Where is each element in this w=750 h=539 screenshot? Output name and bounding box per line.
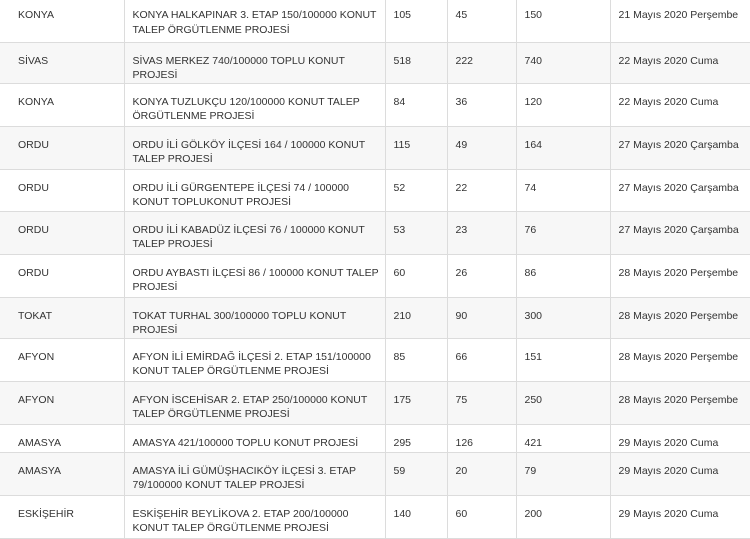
date-cell: 27 Mayıs 2020 Çarşamba bbox=[610, 169, 750, 211]
table-row bbox=[0, 0, 750, 42]
total-cell: 250 bbox=[516, 381, 610, 424]
count-1-cell: 140 bbox=[385, 495, 447, 538]
count-1-cell: 52 bbox=[385, 169, 447, 211]
project-cell: ORDU İLİ GÜRGENTEPE İLÇESİ 74 / 100000 KONUT TOPLUKONUT PROJESİ bbox=[124, 169, 385, 211]
project-cell: ORDU AYBASTI İLÇESİ 86 / 100000 KONUT TALEP PROJESİ bbox=[124, 254, 385, 297]
total-cell: 74 bbox=[516, 169, 610, 211]
table-row bbox=[0, 338, 750, 381]
city-cell: AFYON bbox=[0, 338, 124, 381]
project-cell: TOKAT TURHAL 300/100000 TOPLU KONUT PROJESİ bbox=[124, 297, 385, 338]
count-2-cell: 66 bbox=[447, 338, 516, 381]
date-cell: 27 Mayıs 2020 Çarşamba bbox=[610, 211, 750, 254]
total-cell: 150 bbox=[516, 0, 610, 42]
table-row bbox=[0, 254, 750, 297]
count-2-cell: 49 bbox=[447, 126, 516, 169]
count-2-cell: 45 bbox=[447, 0, 516, 42]
city-cell: AMASYA bbox=[0, 452, 124, 495]
table-row bbox=[0, 495, 750, 538]
table-row bbox=[0, 83, 750, 126]
table-row bbox=[0, 126, 750, 169]
city-cell: ORDU bbox=[0, 169, 124, 211]
count-2-cell: 20 bbox=[447, 452, 516, 495]
date-cell: 22 Mayıs 2020 Cuma bbox=[610, 42, 750, 83]
date-cell: 29 Mayıs 2020 Cuma bbox=[610, 452, 750, 495]
date-cell: 22 Mayıs 2020 Cuma bbox=[610, 83, 750, 126]
count-1-cell: 53 bbox=[385, 211, 447, 254]
total-cell: 151 bbox=[516, 338, 610, 381]
table-row bbox=[0, 381, 750, 424]
project-cell: KONYA HALKAPINAR 3. ETAP 150/100000 KONUT TALEP ÖRGÜTLENME PROJESİ bbox=[124, 0, 385, 42]
count-1-cell: 59 bbox=[385, 452, 447, 495]
city-cell: KONYA bbox=[0, 0, 124, 42]
date-cell: 27 Mayıs 2020 Çarşamba bbox=[610, 126, 750, 169]
count-1-cell: 175 bbox=[385, 381, 447, 424]
project-cell: SİVAS MERKEZ 740/100000 TOPLU KONUT PROJESİ bbox=[124, 42, 385, 83]
table-row bbox=[0, 297, 750, 338]
project-cell: AMASYA İLİ GÜMÜŞHACIKÖY İLÇESİ 3. ETAP 79/100000 KONUT TALEP PROJESİ bbox=[124, 452, 385, 495]
count-1-cell: 518 bbox=[385, 42, 447, 83]
date-cell: 29 Mayıs 2020 Cuma bbox=[610, 424, 750, 452]
count-2-cell: 60 bbox=[447, 495, 516, 538]
city-cell: ESKİŞEHİR bbox=[0, 495, 124, 538]
table-row bbox=[0, 424, 750, 452]
total-cell: 200 bbox=[516, 495, 610, 538]
project-cell: ORDU İLİ KABADÜZ İLÇESİ 76 / 100000 KONUT TALEP PROJESİ bbox=[124, 211, 385, 254]
city-cell: SİVAS bbox=[0, 42, 124, 83]
count-2-cell: 26 bbox=[447, 254, 516, 297]
table-row bbox=[0, 169, 750, 211]
city-cell: AFYON bbox=[0, 381, 124, 424]
project-cell: AFYON İSCEHİSAR 2. ETAP 250/100000 KONUT TALEP ÖRGÜTLENME PROJESİ bbox=[124, 381, 385, 424]
project-cell: ESKİŞEHİR BEYLİKOVA 2. ETAP 200/100000 KONUT TALEP ÖRGÜTLENME PROJESİ bbox=[124, 495, 385, 538]
date-cell: 28 Mayıs 2020 Perşembe bbox=[610, 381, 750, 424]
total-cell: 76 bbox=[516, 211, 610, 254]
count-2-cell: 222 bbox=[447, 42, 516, 83]
date-cell: 28 Mayıs 2020 Perşembe bbox=[610, 297, 750, 338]
table-row bbox=[0, 452, 750, 495]
date-cell: 21 Mayıs 2020 Perşembe bbox=[610, 0, 750, 42]
city-cell: KONYA bbox=[0, 83, 124, 126]
date-cell: 28 Mayıs 2020 Perşembe bbox=[610, 254, 750, 297]
count-1-cell: 115 bbox=[385, 126, 447, 169]
city-cell: ORDU bbox=[0, 211, 124, 254]
count-1-cell: 60 bbox=[385, 254, 447, 297]
total-cell: 120 bbox=[516, 83, 610, 126]
count-1-cell: 210 bbox=[385, 297, 447, 338]
total-cell: 79 bbox=[516, 452, 610, 495]
project-cell: AFYON İLİ EMİRDAĞ İLÇESİ 2. ETAP 151/100000 KONUT TALEP ÖRGÜTLENME PROJESİ bbox=[124, 338, 385, 381]
project-cell: ORDU İLİ GÖLKÖY İLÇESİ 164 / 100000 KONUT TALEP PROJESİ bbox=[124, 126, 385, 169]
count-1-cell: 295 bbox=[385, 424, 447, 452]
count-2-cell: 126 bbox=[447, 424, 516, 452]
count-1-cell: 85 bbox=[385, 338, 447, 381]
table-row bbox=[0, 42, 750, 83]
count-2-cell: 22 bbox=[447, 169, 516, 211]
city-cell: ORDU bbox=[0, 126, 124, 169]
date-cell: 29 Mayıs 2020 Cuma bbox=[610, 495, 750, 538]
count-2-cell: 23 bbox=[447, 211, 516, 254]
city-cell: TOKAT bbox=[0, 297, 124, 338]
total-cell: 300 bbox=[516, 297, 610, 338]
city-cell: ORDU bbox=[0, 254, 124, 297]
total-cell: 164 bbox=[516, 126, 610, 169]
count-2-cell: 75 bbox=[447, 381, 516, 424]
table-row bbox=[0, 211, 750, 254]
total-cell: 421 bbox=[516, 424, 610, 452]
total-cell: 86 bbox=[516, 254, 610, 297]
date-cell: 28 Mayıs 2020 Perşembe bbox=[610, 338, 750, 381]
city-cell: AMASYA bbox=[0, 424, 124, 452]
count-1-cell: 105 bbox=[385, 0, 447, 42]
project-cell: AMASYA 421/100000 TOPLU KONUT PROJESİ bbox=[124, 424, 385, 452]
count-2-cell: 36 bbox=[447, 83, 516, 126]
count-1-cell: 84 bbox=[385, 83, 447, 126]
project-cell: KONYA TUZLUKÇU 120/100000 KONUT TALEP ÖRGÜTLENME PROJESİ bbox=[124, 83, 385, 126]
total-cell: 740 bbox=[516, 42, 610, 83]
count-2-cell: 90 bbox=[447, 297, 516, 338]
